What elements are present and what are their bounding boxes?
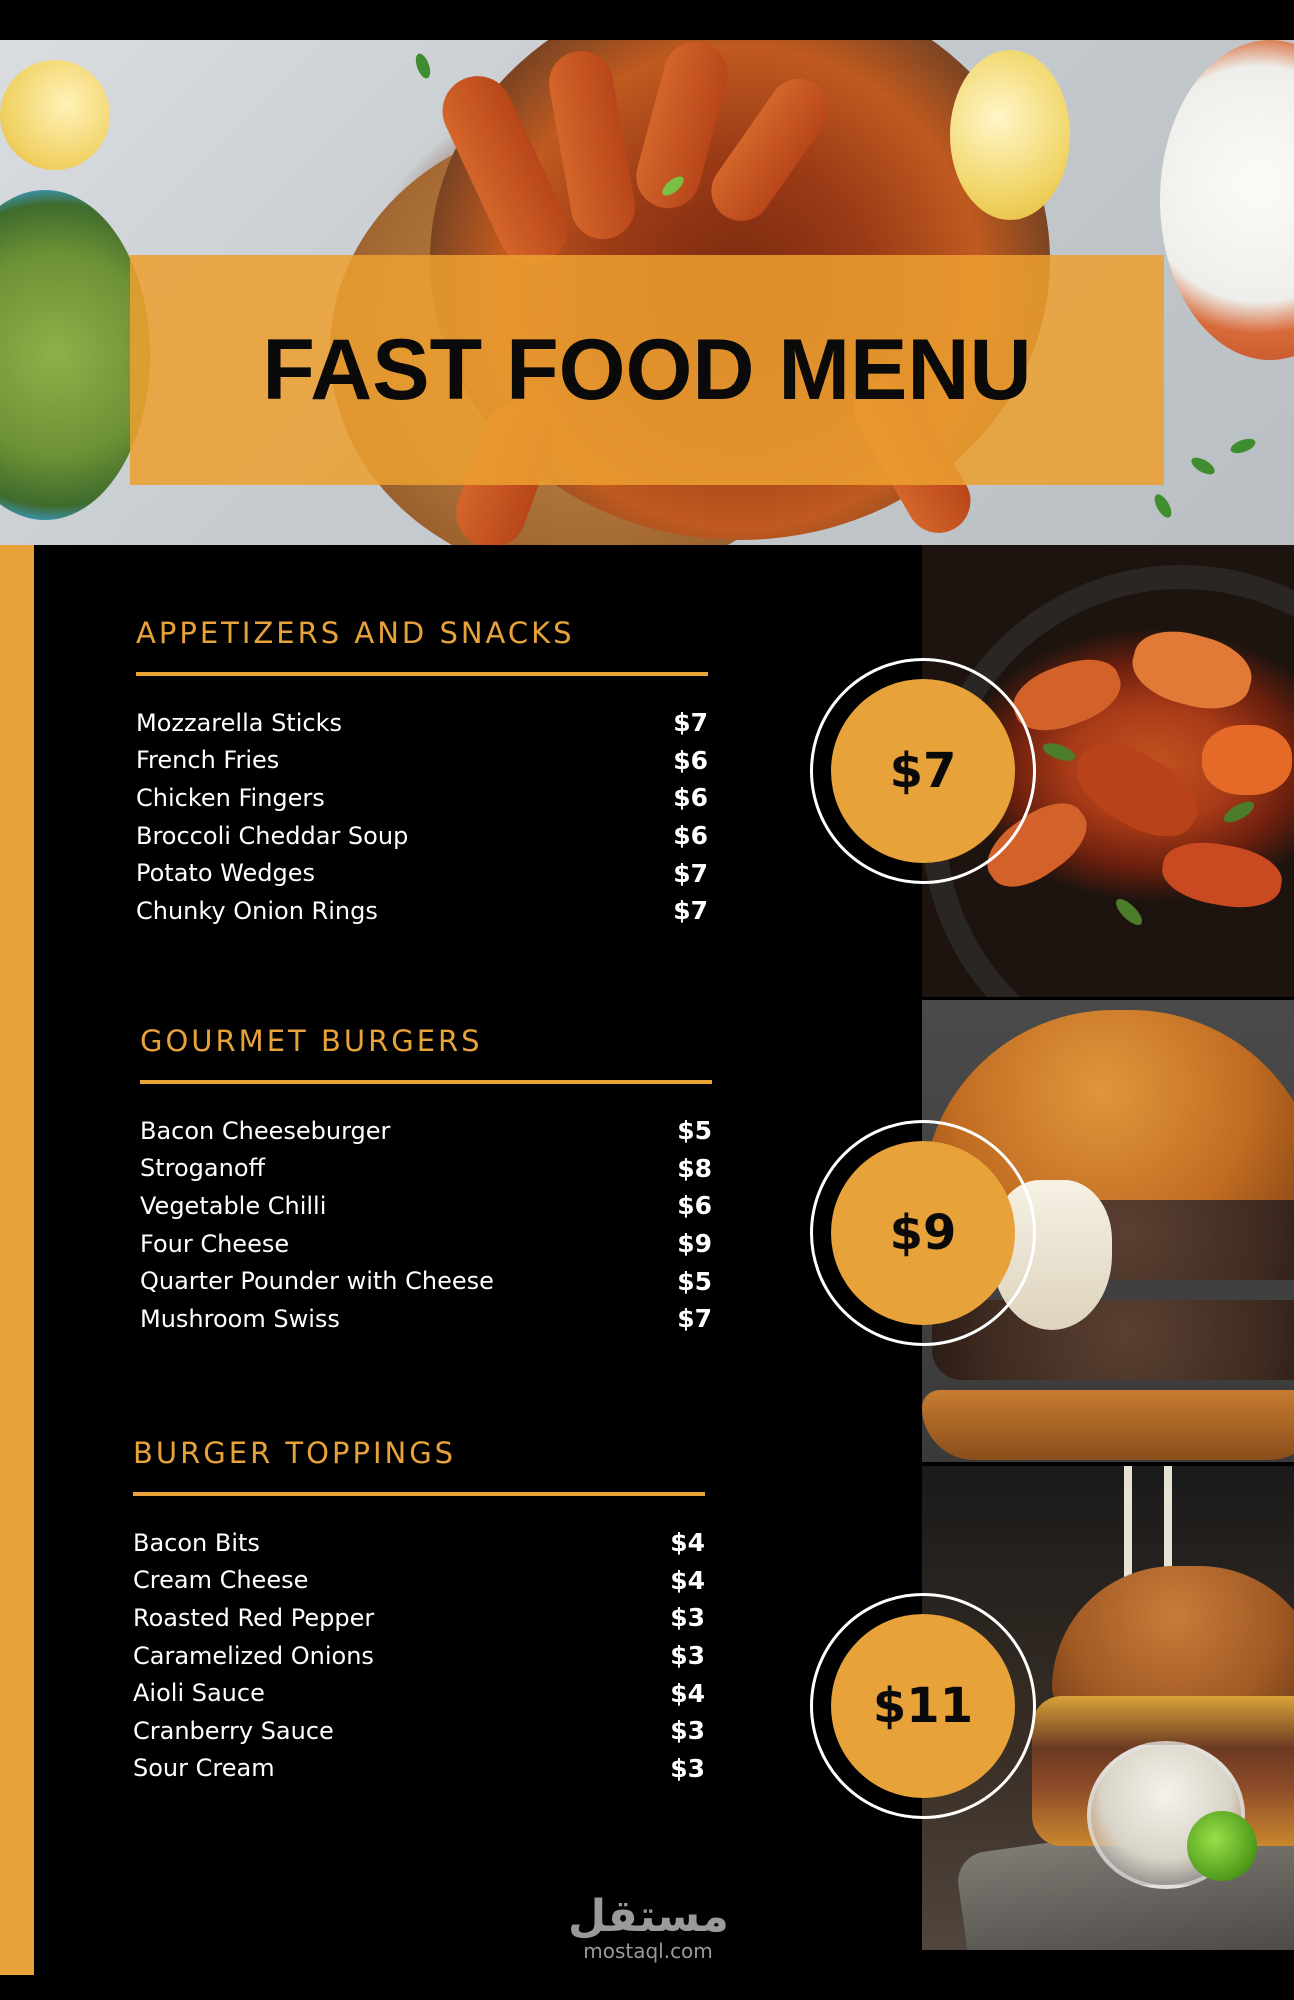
section-divider [136, 672, 708, 676]
menu-item [133, 1674, 705, 1712]
item-name: Roasted Red Pepper [133, 1603, 375, 1632]
item-name: Stroganoff [140, 1154, 266, 1183]
menu-item [133, 1524, 705, 1562]
left-accent-bar [0, 545, 34, 1975]
menu-item [140, 1262, 712, 1300]
price-badge [810, 658, 1036, 884]
section-heading: GOURMET BURGERS [140, 1024, 483, 1058]
item-price: $8 [677, 1153, 712, 1183]
watermark-site: mostaql.com [583, 1939, 713, 1963]
menu-item [140, 1150, 712, 1188]
lemon-slice [950, 50, 1070, 220]
item-price: $7 [673, 896, 708, 926]
guacamole-bowl [0, 190, 150, 520]
section-burger-toppings [133, 1436, 705, 1787]
item-price: $5 [677, 1266, 712, 1296]
menu-item [133, 1562, 705, 1600]
item-price: $7 [673, 708, 708, 738]
item-name: Mushroom Swiss [140, 1304, 340, 1333]
menu-item [136, 892, 708, 930]
section-divider [133, 1492, 705, 1496]
item-price: $4 [670, 1528, 705, 1558]
badge-price: $11 [872, 1678, 974, 1734]
item-name: Aioli Sauce [133, 1679, 265, 1708]
section-divider [140, 1080, 712, 1084]
item-price: $4 [670, 1565, 705, 1595]
item-name: Bacon Cheeseburger [140, 1116, 391, 1145]
menu-item [140, 1300, 712, 1338]
item-price: $4 [670, 1678, 705, 1708]
item-price: $5 [677, 1116, 712, 1146]
section-heading: BURGER TOPPINGS [133, 1436, 457, 1470]
menu-item [133, 1599, 705, 1637]
price-badge [810, 1120, 1036, 1346]
item-name: Chicken Fingers [136, 783, 325, 812]
item-price: $9 [677, 1229, 712, 1259]
item-name: Broccoli Cheddar Soup [136, 821, 409, 850]
menu-item [136, 742, 708, 780]
badge-price: $9 [889, 1205, 957, 1261]
item-price: $3 [670, 1641, 705, 1671]
sour-cream-bowl [1160, 40, 1294, 360]
item-name: Bacon Bits [133, 1528, 260, 1557]
section-appetizers [136, 616, 708, 930]
badge-price: $7 [889, 743, 957, 799]
item-price: $6 [673, 821, 708, 851]
item-name: Caramelized Onions [133, 1641, 374, 1670]
menu-item [140, 1187, 712, 1225]
section-gourmet-burgers [140, 1024, 712, 1338]
pickle [1187, 1811, 1257, 1881]
menu-item [136, 854, 708, 892]
item-name: Cranberry Sauce [133, 1716, 334, 1745]
item-price: $6 [673, 745, 708, 775]
item-name: Cream Cheese [133, 1566, 309, 1595]
menu-item [133, 1750, 705, 1788]
herb-leaf [1151, 492, 1174, 521]
title-banner [130, 255, 1164, 485]
item-price: $6 [673, 783, 708, 813]
skewer [1124, 1466, 1132, 1586]
hero-food-photo [0, 40, 1294, 545]
menu-title: FAST FOOD MENU [262, 321, 1032, 418]
burger-bun-bottom [922, 1390, 1294, 1460]
item-price: $3 [670, 1753, 705, 1783]
item-price: $7 [677, 1304, 712, 1334]
menu-item [133, 1712, 705, 1750]
item-name: Vegetable Chilli [140, 1191, 327, 1220]
item-price: $7 [673, 858, 708, 888]
herb-leaf [1189, 454, 1218, 477]
section-heading: APPETIZERS AND SNACKS [136, 616, 575, 650]
item-name: Quarter Pounder with Cheese [140, 1267, 494, 1296]
item-name: Chunky Onion Rings [136, 896, 378, 925]
food-chunk [1202, 725, 1292, 795]
herb-leaf [1229, 436, 1258, 456]
watermark-logo: مستقل [568, 1891, 729, 1942]
watermark [568, 1891, 729, 1963]
herb-leaf [413, 52, 433, 81]
item-name: Mozzarella Sticks [136, 708, 342, 737]
lemon-slice [0, 60, 110, 170]
item-price: $6 [677, 1191, 712, 1221]
menu-item [136, 817, 708, 855]
item-name: Potato Wedges [136, 859, 315, 888]
menu-item [133, 1637, 705, 1675]
item-price: $3 [670, 1603, 705, 1633]
item-name: Four Cheese [140, 1229, 290, 1258]
price-badge [810, 1593, 1036, 1819]
item-name: French Fries [136, 746, 280, 775]
menu-item [136, 779, 708, 817]
menu-item [140, 1112, 712, 1150]
item-price: $3 [670, 1716, 705, 1746]
menu-item [136, 704, 708, 742]
item-name: Sour Cream [133, 1754, 275, 1783]
menu-item [140, 1225, 712, 1263]
burger-bun-top [1052, 1566, 1294, 1706]
